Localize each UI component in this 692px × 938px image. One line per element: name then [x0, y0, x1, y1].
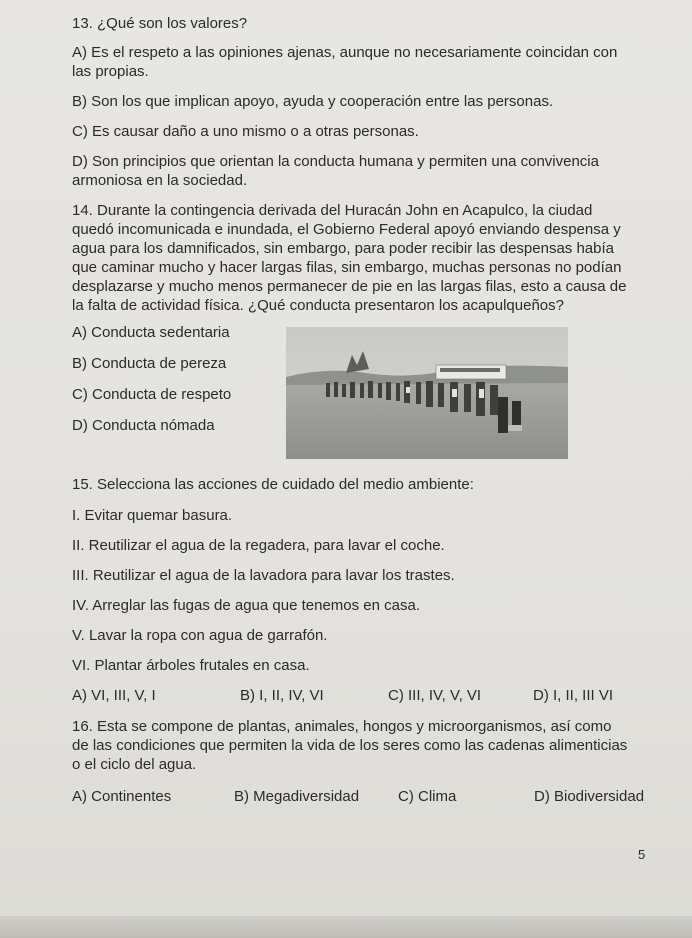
- q16-option-b: B) Megadiversidad: [234, 788, 360, 805]
- q14-line: agua para los damnificados, sin embargo, para poder recibir las despensas había: [72, 240, 614, 257]
- q16-line: o el ciclo del agua.: [72, 756, 197, 773]
- q16-line: de las condiciones que permiten la vida de los seres como las cadenas alimenticias: [72, 737, 628, 754]
- q13-option-a-line1: A) Es el respeto a las opiniones ajenas, aunque no necesariamente coincidan con: [72, 44, 618, 61]
- q14-question: [72, 201, 662, 315]
- q14-option-d: D) Conducta nómada: [72, 417, 215, 434]
- q16-option-c: C) Clima: [398, 788, 457, 805]
- q14-line: que caminar mucho y hacer largas filas, sin embargo, muchas personas no podían: [72, 259, 622, 276]
- q15-item-1: I. Evitar quemar basura.: [72, 507, 233, 524]
- page-number: 5: [638, 847, 646, 862]
- q16-option-a: A) Continentes: [72, 788, 172, 805]
- q14-line: 14. Durante la contingencia derivada del Huracán John en Acapulco, la ciudad: [72, 202, 593, 219]
- queue-photo: [286, 327, 568, 459]
- q16-line: 16. Esta se compone de plantas, animales, hongos y microorganismos, así como: [72, 718, 612, 735]
- q15-question: 15. Selecciona las acciones de cuidado del medio ambiente:: [72, 476, 474, 493]
- q14-option-c: C) Conducta de respeto: [72, 386, 232, 403]
- q13-option-b: B) Son los que implican apoyo, ayuda y cooperación entre las personas.: [72, 93, 554, 110]
- q16-answers: [72, 787, 662, 806]
- q14-line: desplazarse y mucho menos permanecer de pie en las largas filas, esto a causa de: [72, 278, 627, 295]
- q15-option-b: B) I, II, IV, VI: [240, 687, 324, 704]
- q13-option-a-line2: las propias.: [72, 63, 149, 80]
- q15-item-2: II. Reutilizar el agua de la regadera, para lavar el coche.: [72, 537, 445, 554]
- q15-answers: [72, 686, 662, 705]
- q13-option-c: C) Es causar daño a uno mismo o a otras personas.: [72, 123, 419, 140]
- q14-line: la falta de actividad física. ¿Qué conducta presentaron los acapulqueños?: [72, 297, 564, 314]
- q15-item-3: III. Reutilizar el agua de la lavadora para lavar los trastes.: [72, 567, 455, 584]
- q13-option-d-line2: armoniosa en la sociedad.: [72, 172, 248, 189]
- q14-option-b: B) Conducta de pereza: [72, 355, 227, 372]
- q15-option-c: C) III, IV, V, VI: [388, 687, 482, 704]
- q15-item-6: VI. Plantar árboles frutales en casa.: [72, 657, 310, 674]
- q14-line: quedó incomunicada e inundada, el Gobierno Federal apoyó enviando despensa y: [72, 221, 621, 238]
- q15-option-d: D) I, II, III VI: [533, 687, 614, 704]
- page-bottom-edge: [0, 916, 692, 938]
- q15-item-5: V. Lavar la ropa con agua de garrafón.: [72, 627, 328, 644]
- q16-option-d: D) Biodiversidad: [534, 788, 645, 805]
- q13-question: 13. ¿Qué son los valores?: [72, 15, 248, 32]
- q13-option-d-line1: D) Son principios que orientan la conducta humana y permiten una convivencia: [72, 153, 599, 170]
- q15-item-4: IV. Arreglar las fugas de agua que tenemos en casa.: [72, 597, 421, 614]
- q15-option-a: A) VI, III, V, I: [72, 687, 156, 704]
- q14-option-a: A) Conducta sedentaria: [72, 324, 230, 341]
